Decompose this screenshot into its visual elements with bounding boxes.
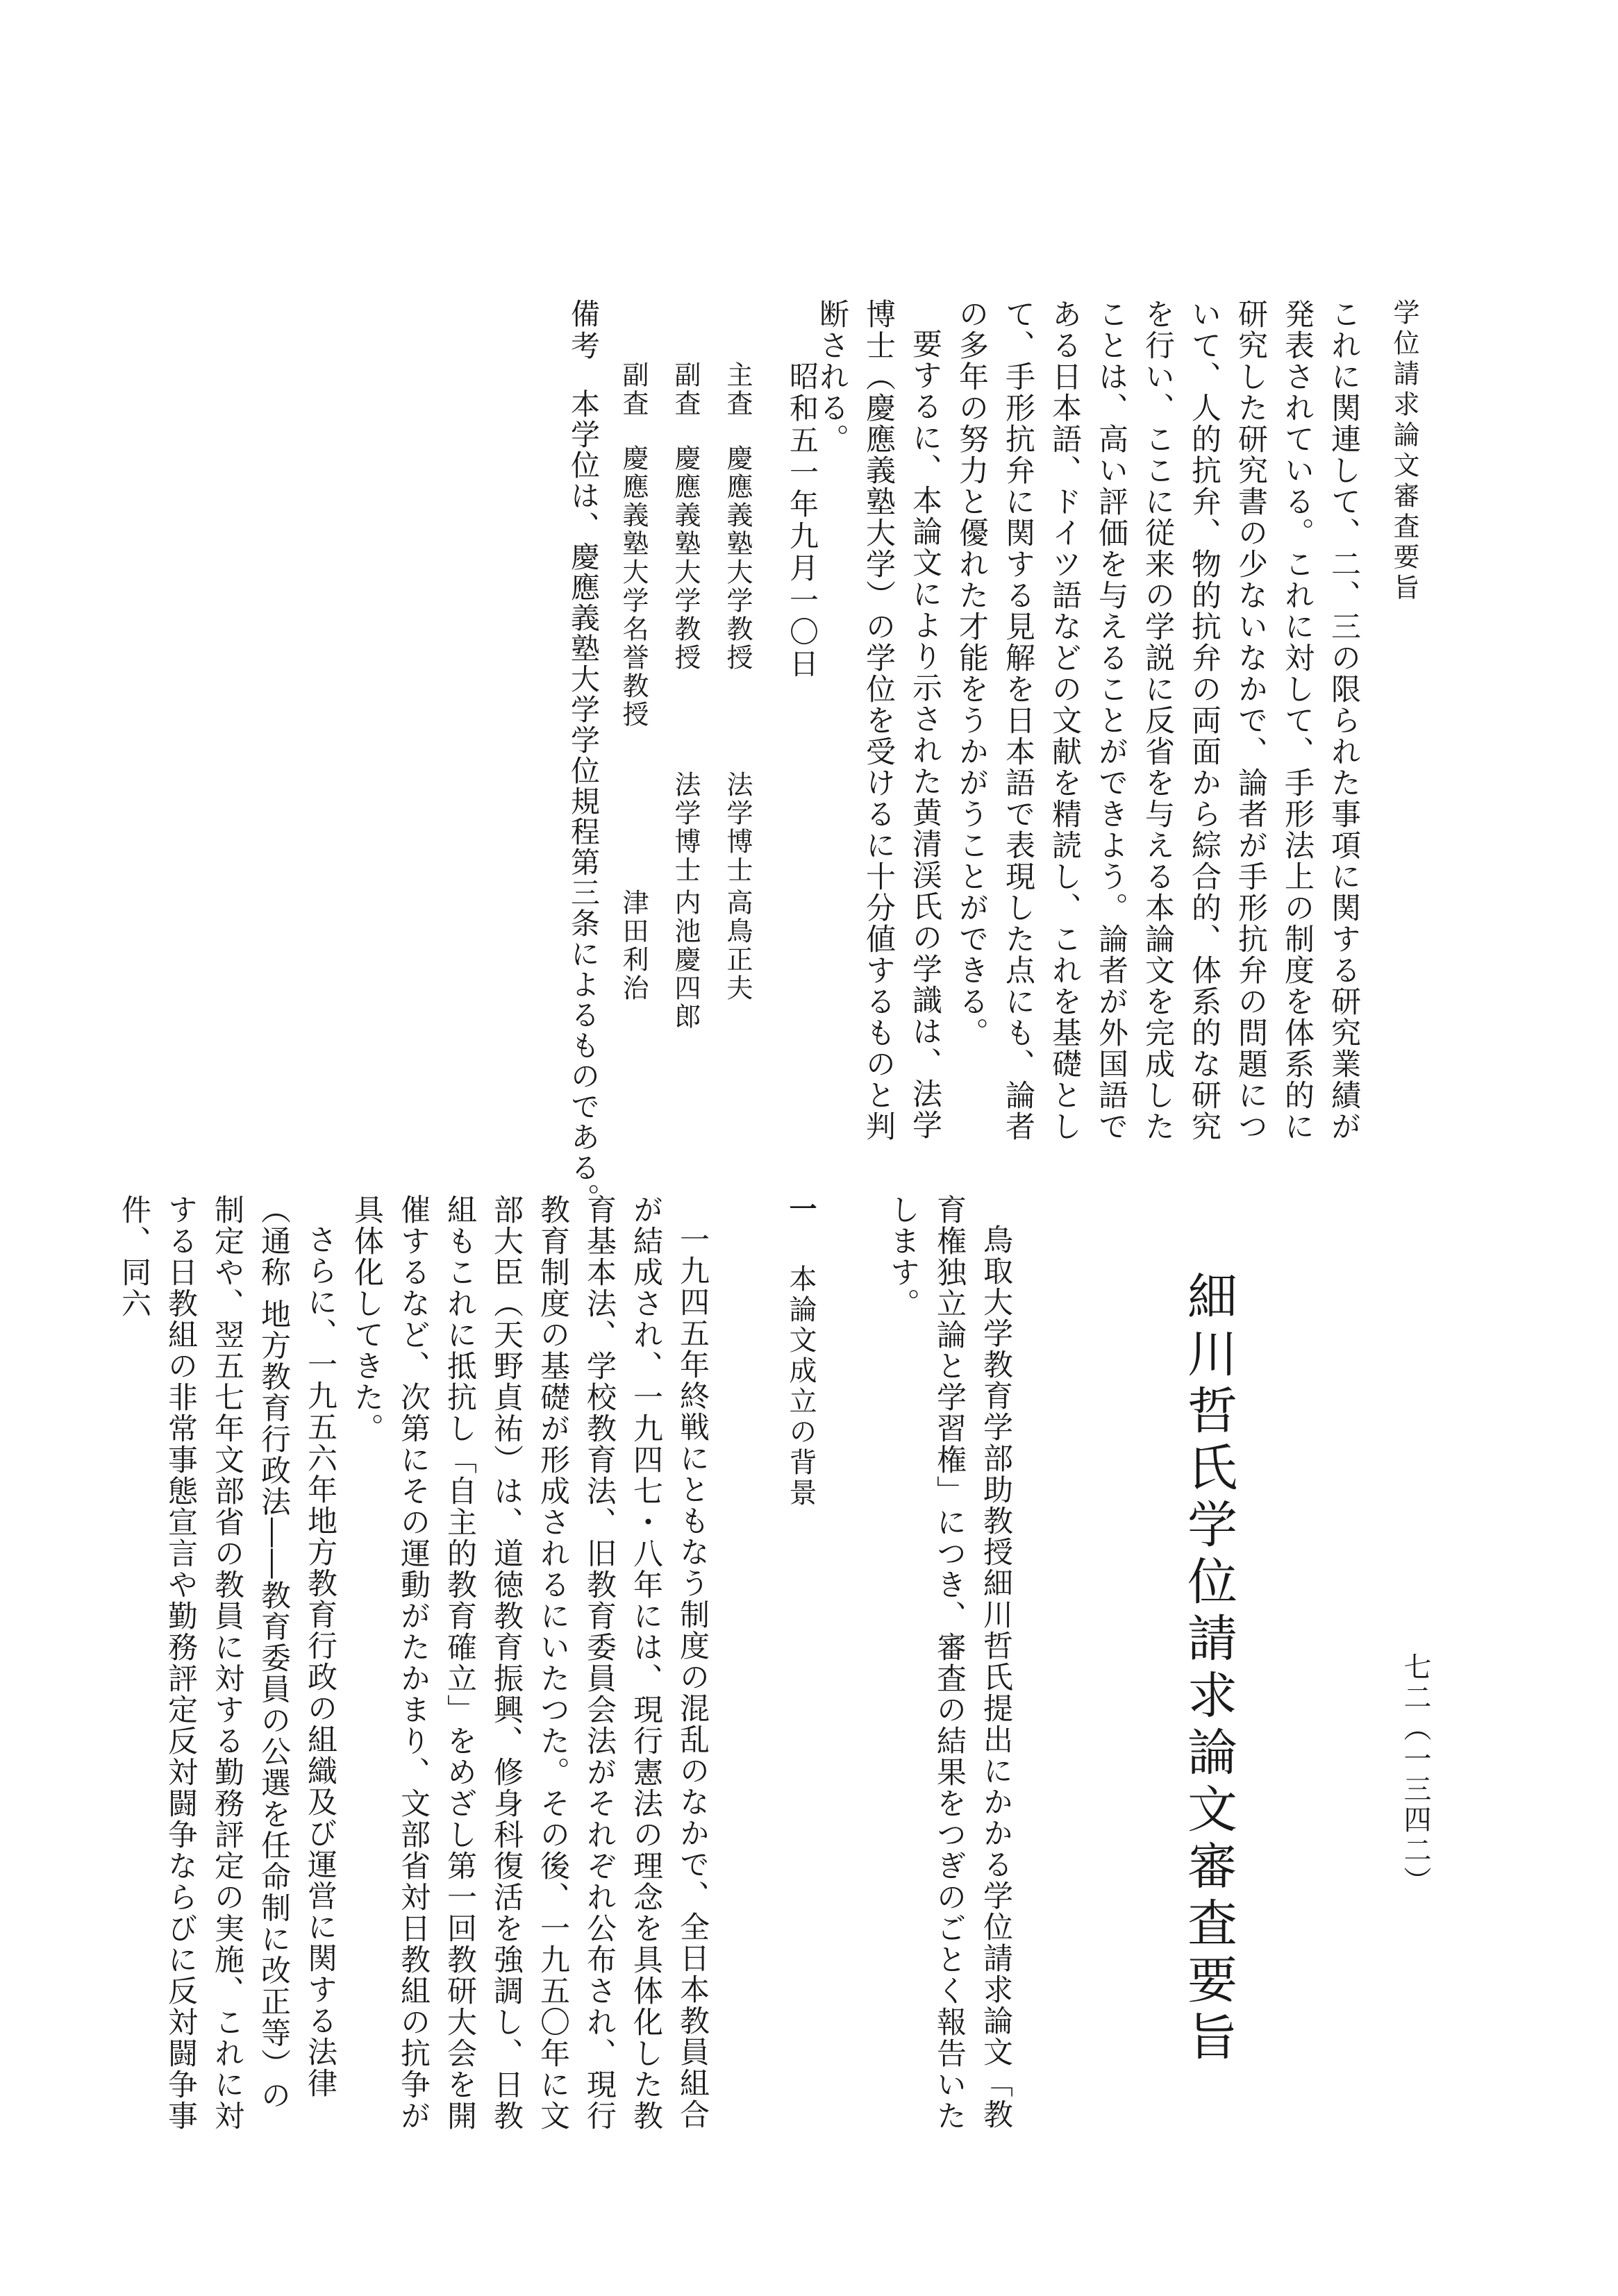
lower-paragraph-2: さらに、一九五六年地方教育行政の組織及び運営に関する法律（通称 地方教育行政法――教育委員の公選を任命制に改正等）の制定や、翌五七年文部省の教員に対する勤務評定の実施、これに対する日教組の非常事態宣言や勤務評定反対闘争ならびに反対闘争事件、同六 [117,1194,337,2131]
section-heading [781,1194,821,1509]
section-title: 本論文成立の背景 [785,1264,817,1509]
examiner-entry [722,361,757,1055]
section-number: 一 [785,1194,817,1225]
intro-text [852,1194,1019,2138]
examiner-name: 高鳥正夫 [722,889,753,1003]
note-label: 備考 [567,299,601,362]
running-header: 学位請求論文審査要旨 [1389,299,1419,604]
upper-paragraph-1: これに関連して、二、三の限られた事項に関する研究業績が発表されている。これに対して、手形法上の制度を体系的に研究した研究書の少ないなかで、論者が手形抗弁の問題について、人的抗弁、物的抗弁の両面から綜合的、体系的な研究を行い、ここに従来の学説に反省を与える本論文を完成したことは、高い評価を与えることができよう。論者が外国語である日本語、ドイツ語などの文献を精読し、これを基礎として、手形抗弁に関する見解を日本語で表現した点にも、論者の多年の努力と優れた才能をうかがうことができる。 [954,299,1361,1142]
examiner-affiliation: 慶應義塾大学名誉教授 [618,444,649,729]
examiner-role: 主査 [722,361,753,418]
examiner-entry [670,361,705,1055]
examiner-role: 副査 [618,361,649,418]
review-date: 昭和五一年九月一〇日 [785,361,819,680]
upper-paragraph-2: 要するに、本論文により示された黄清渓氏の学識は、法学博士（慶應義塾大学）の学位を受けるに十分値するものと判断される。 [815,299,942,1142]
examiner-affiliation: 慶應義塾大学教授 [722,444,753,672]
examiner-entry [618,361,653,1055]
examiner-role: 副査 [670,361,701,418]
lower-body-text [0,1194,715,2138]
examiner-degree: 法学博士 [670,771,701,885]
article-title: 細川哲氏学位請求論文審査要旨 [1179,1271,1237,2068]
examiner-degree: 法学博士 [722,771,753,885]
examiner-affiliation: 慶應義塾大学教授 [670,444,701,672]
note-text: 本学位は、慶應義塾大学学位規程第三条によるものである。 [567,389,601,1214]
examiner-name: 津田利治 [618,889,649,1003]
examiner-name: 内池慶四郎 [670,889,701,1031]
lower-paragraph-1: 一九四五年終戦にともなう制度の混乱のなかで、全日本教員組合が結成され、一九四七・八年には、現行憲法の理念を具体化した教育基本法、学校教育法、旧教育委員会法がそれぞれ公布され、現行教育制度の基礎が形成されるにいたつた。その後、一九五〇年に文部大臣（天野貞祐）は、道徳教育振興、修身科復活を強調し、日教組もこれに抵抗し「自主的教育確立」をめざし第一回教研大会を開催するなど、次第にその運動がたかまり、文部省対日教組の抗争が具体化してきた。 [349,1194,710,2131]
intro-paragraph: 鳥取大学教育学部助教授細川哲氏提出にかかる学位請求論文「教育権独立論と学習権」につき、審査の結果をつぎのごとく報告いたします。 [885,1194,1013,2131]
page-number: 七二（一三四二） [1399,1652,1431,1897]
